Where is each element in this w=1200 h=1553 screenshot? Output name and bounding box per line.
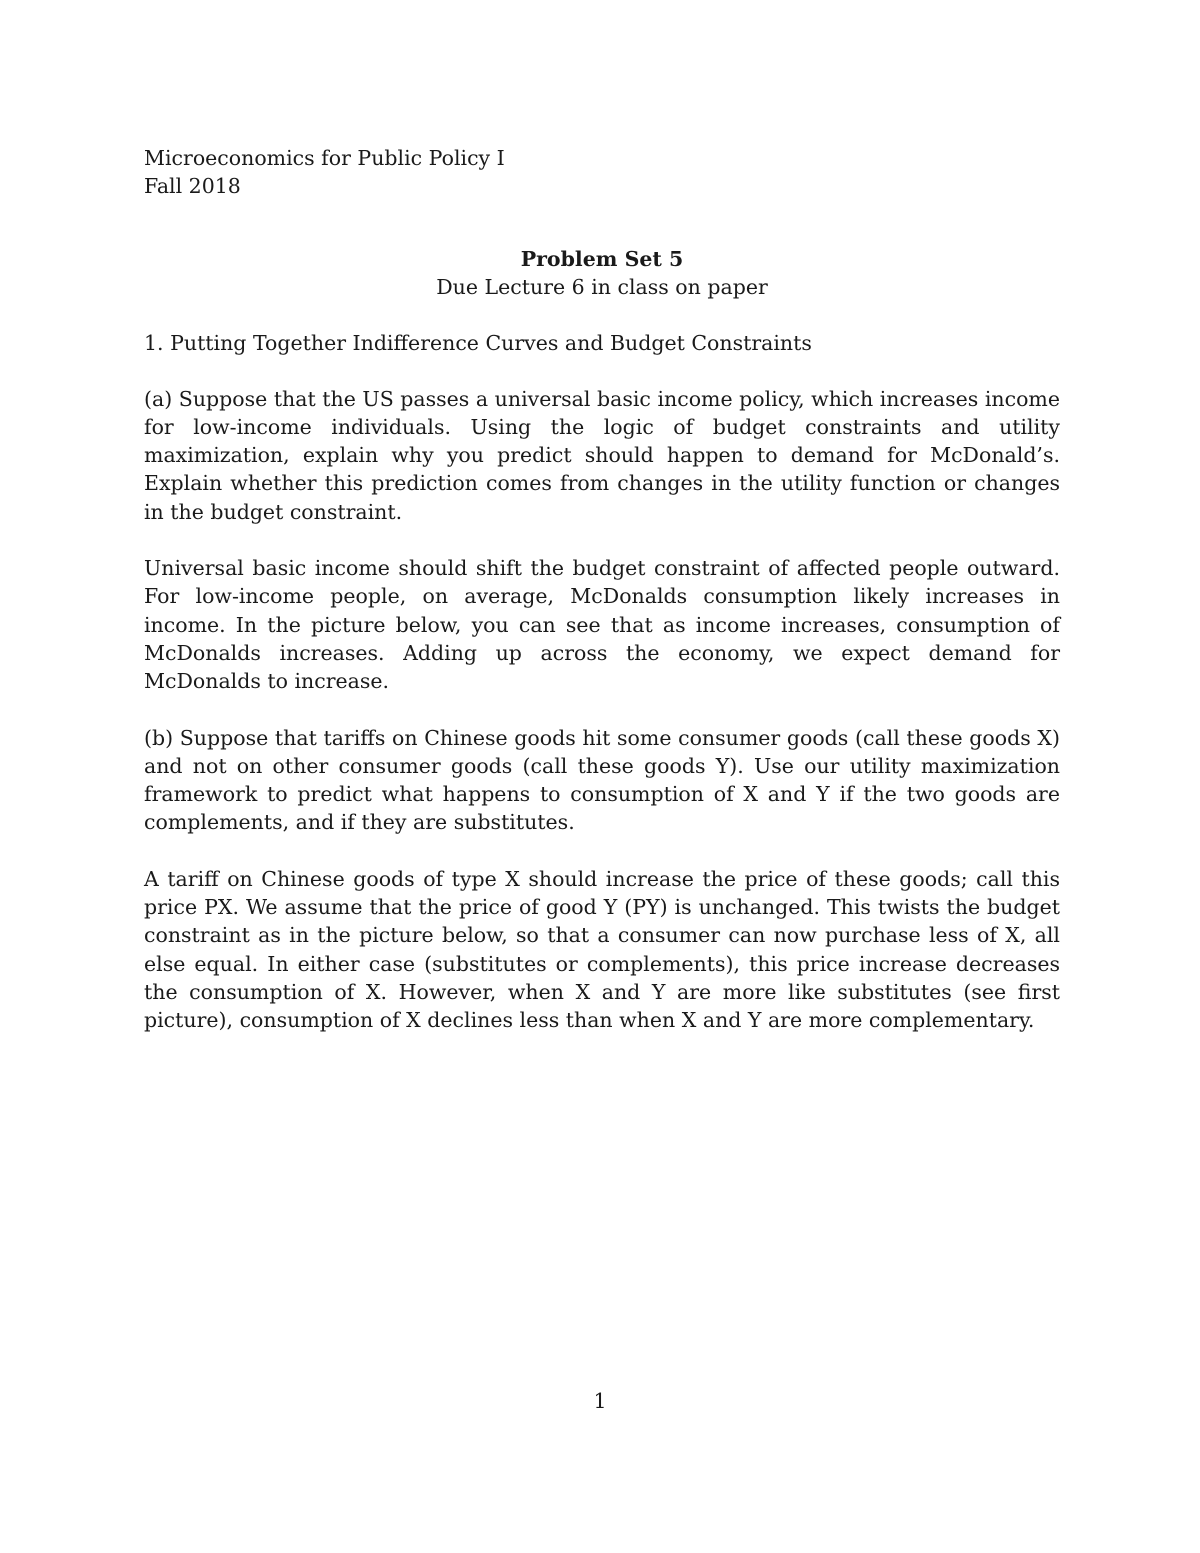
question-1a-prompt: (a) Suppose that the US passes a universal basic income policy, which increases income for low-income individuals. Using the logic of budget constraints and utility maximization, explain why you predict should happen to demand for McDonald’s. Explain whether this prediction comes from changes in the utility function or changes in the budget constraint. xyxy=(144,386,1060,524)
page-number: 1 xyxy=(593,1389,607,1413)
due-date: Due Lecture 6 in class on paper xyxy=(436,274,768,299)
question-1b-answer: A tariff on Chinese goods of type X should increase the price of these goods; call this price PX. We assume that the price of good Y (PY) is unchanged. This twists the budget constraint as in the picture below, so that a consumer can now purchase less of X, all else equal. In either case (substitutes or complements), this price increase decreases the consumption of X. However, when X and Y are more like substitutes (see first picture), consumption of X declines less than when X and Y are more complementary. xyxy=(144,866,1060,1033)
course-name: Microeconomics for Public Policy I xyxy=(144,146,505,170)
question-1b-prompt: (b) Suppose that tariffs on Chinese goods hit some consumer goods (call these goods X) and not on other consumer goods (call these goods Y). Use our utility maximization framework to predict what happens to consumption of X and Y if the two goods are complements, and if they are substitutes. xyxy=(144,725,1060,835)
title-block xyxy=(144,245,1060,301)
problem-set-title: Problem Set 5 xyxy=(520,246,684,271)
course-header xyxy=(144,144,1060,201)
question-1a-answer: Universal basic income should shift the budget constraint of affected people outward. For low-income people, on average, McDonalds consumption likely increases in income. In the picture below, you can see that as income increases, consumption of McDonalds increases. Adding up across the economy, we expect demand for McDonalds to increase. xyxy=(144,556,1060,694)
question-1-heading: 1. Putting Together Indifference Curves and Budget Constraints xyxy=(144,330,812,355)
document-page xyxy=(144,144,1060,1035)
course-term: Fall 2018 xyxy=(144,174,241,199)
